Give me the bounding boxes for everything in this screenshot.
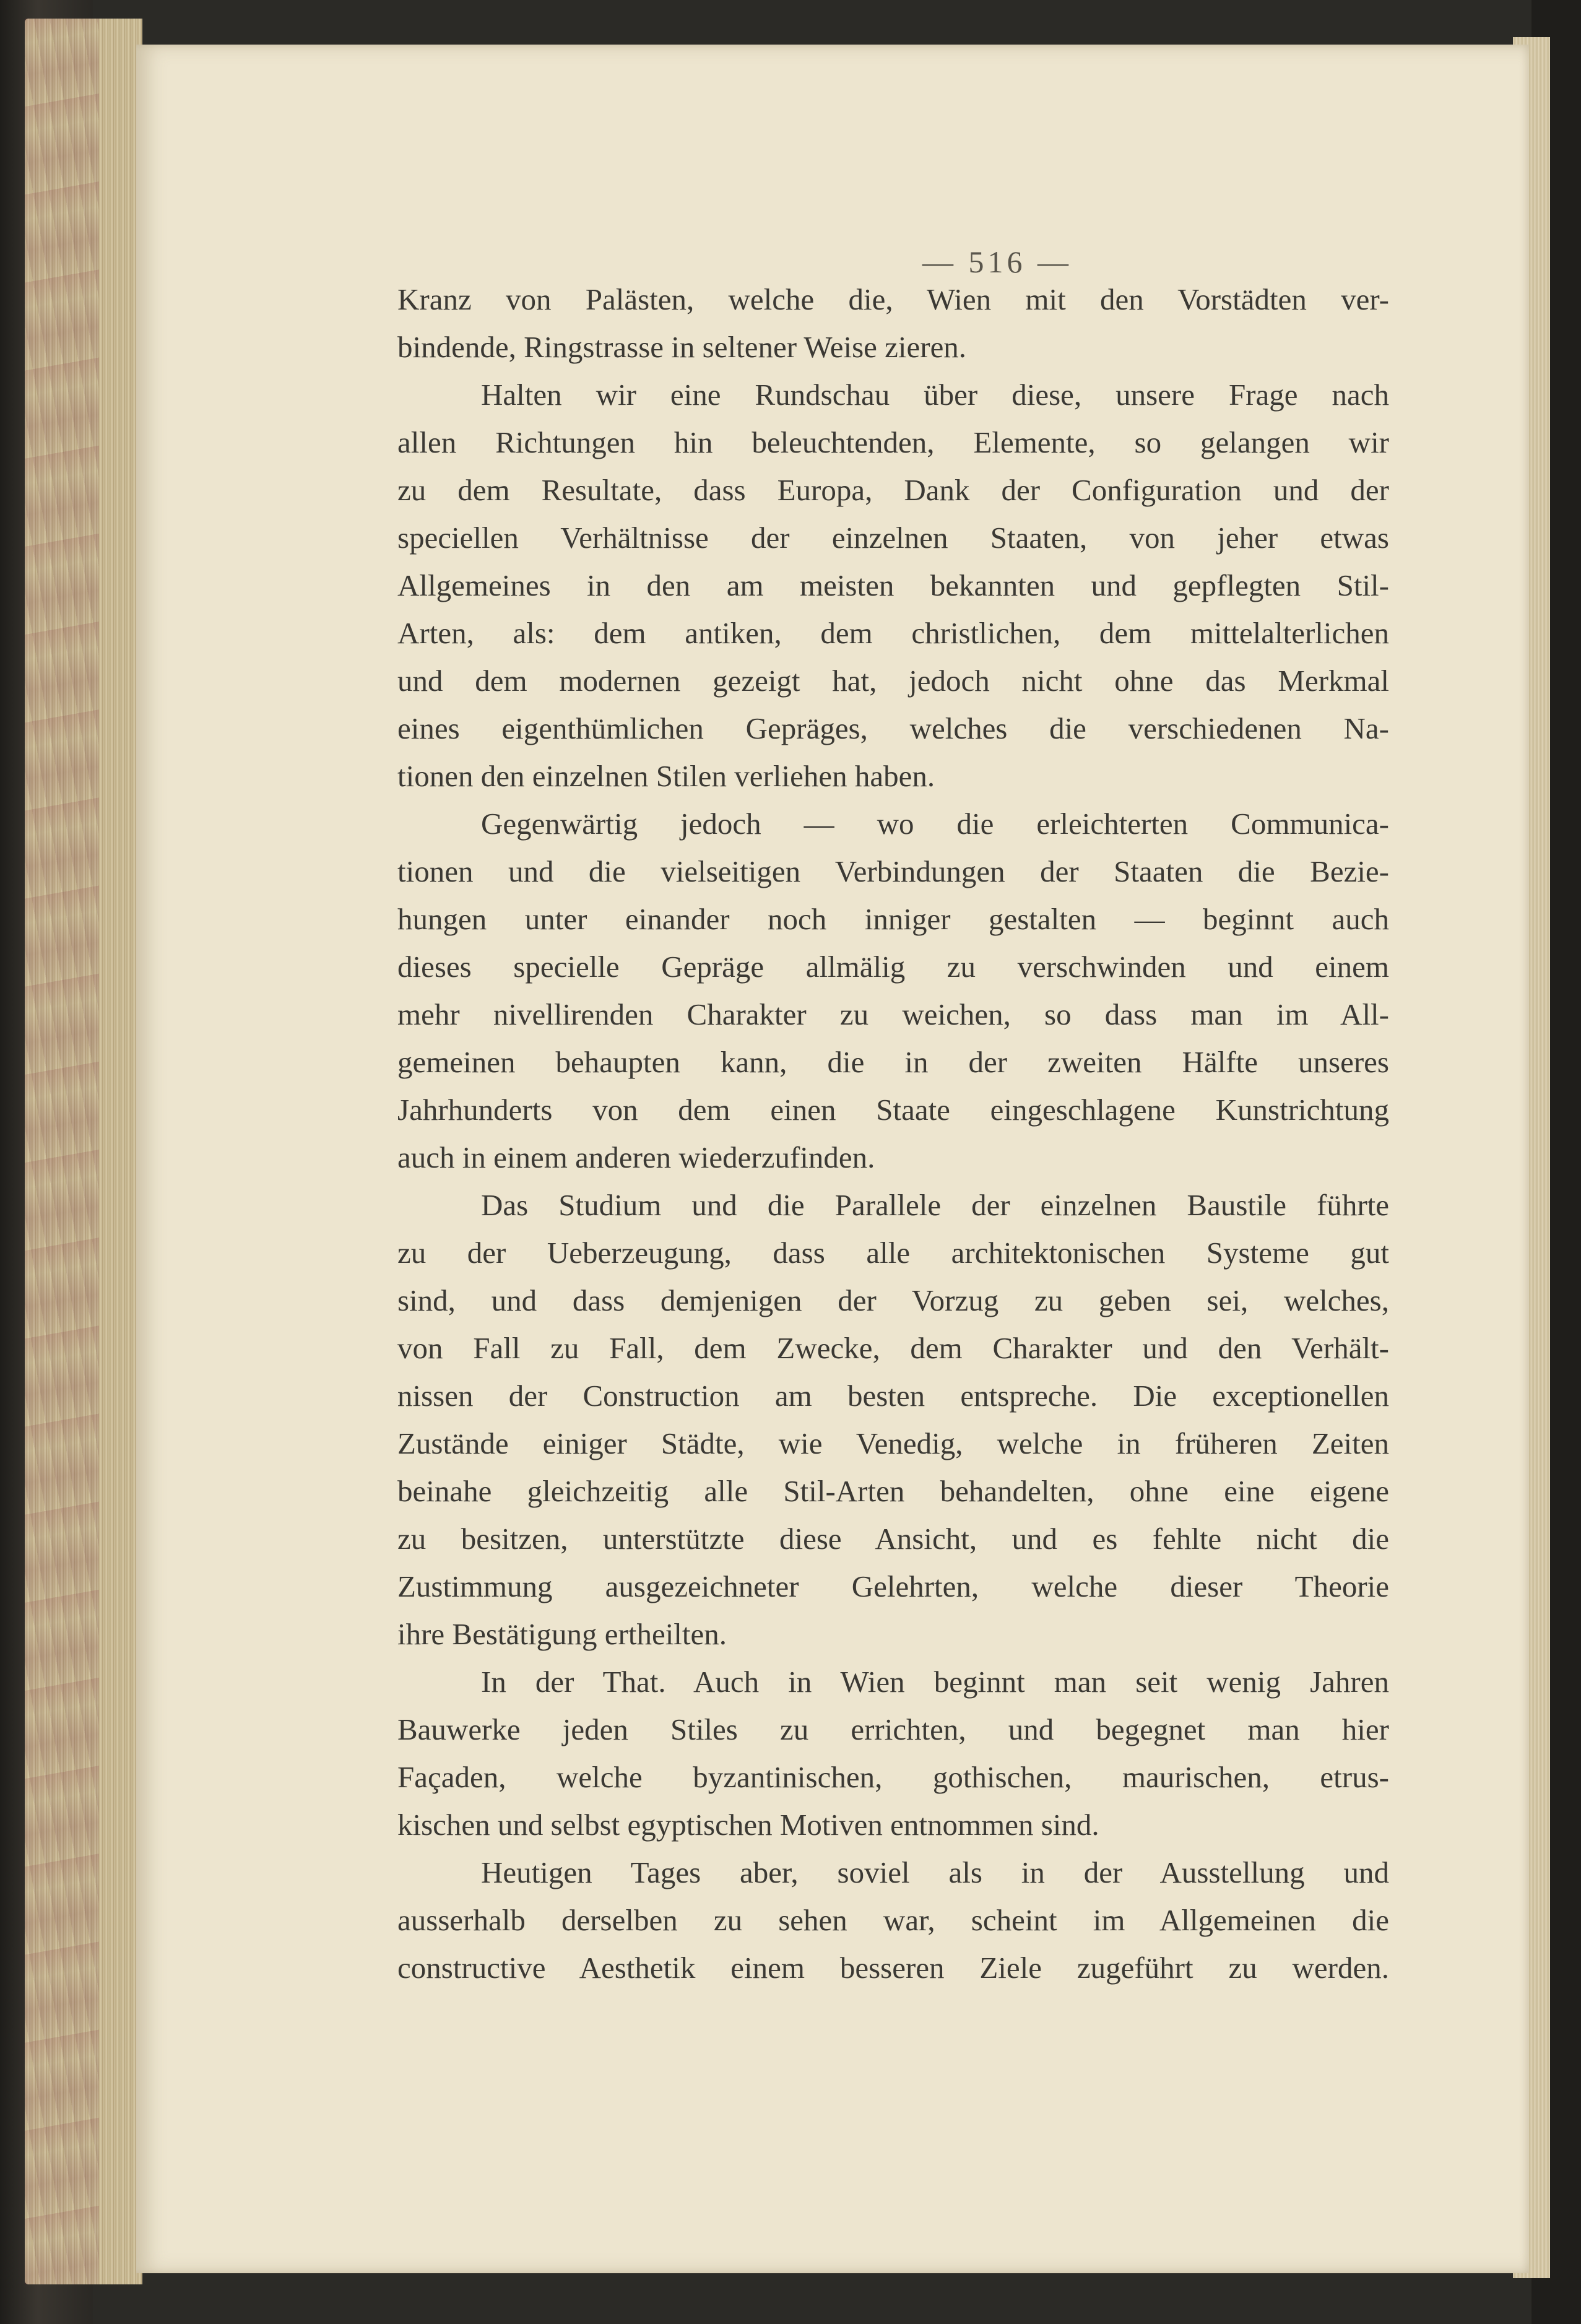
text-line: Kranz von Palästen, welche die, Wien mit den Vorstädten ver- [397, 282, 1389, 316]
text-line: speciellen Verhältnisse der einzelnen Staaten, von jeher etwas [397, 521, 1389, 555]
text-line: Zustände einiger Städte, wie Venedig, welche in früheren Zeiten [397, 1426, 1389, 1460]
text-line: gemeinen behaupten kann, die in der zweiten Hälfte unseres [397, 1045, 1389, 1079]
paragraph [397, 1181, 1389, 1658]
paragraph [397, 1658, 1389, 1849]
text-line: mehr nivellirenden Charakter zu weichen, so dass man im All- [397, 997, 1389, 1031]
text-line: allen Richtungen hin beleuchtenden, Elemente, so gelangen wir [397, 425, 1389, 459]
text-line: tionen den einzelnen Stilen verliehen haben. [397, 759, 935, 793]
text-line: ihre Bestätigung ertheilten. [397, 1617, 727, 1651]
paragraph [397, 275, 1389, 371]
text-line: kischen und selbst egyptischen Motiven entnommen sind. [397, 1808, 1099, 1842]
paragraph [397, 800, 1389, 1181]
text-line: ausserhalb derselben zu sehen war, scheint im Allgemeinen die [397, 1903, 1389, 1937]
paragraph [397, 1849, 1389, 1992]
text-line: Bauwerke jeden Stiles zu errichten, und begegnet man hier [397, 1712, 1389, 1746]
text-line: Allgemeines in den am meisten bekannten und gepflegten Stil- [397, 568, 1389, 602]
paragraph [397, 371, 1389, 800]
edge-marbling [25, 19, 99, 2284]
text-line: Halten wir eine Rundschau über diese, unsere Frage nach [481, 378, 1389, 412]
text-line: Heutigen Tages aber, soviel als in der Ausstellung und [481, 1855, 1389, 1889]
text-line: Das Studium und die Parallele der einzelnen Baustile führte [481, 1188, 1389, 1222]
body-text [397, 275, 1389, 1992]
text-line: auch in einem anderen wiederzufinden. [397, 1140, 875, 1174]
text-line: constructive Aesthetik einem besseren Ziele zugeführt zu werden. [397, 1951, 1389, 1985]
text-line: dieses specielle Gepräge allmälig zu verschwinden und einem [397, 950, 1389, 984]
text-line: sind, und dass demjenigen der Vorzug zu geben sei, welches, [397, 1283, 1389, 1317]
text-line: eines eigenthümlichen Gepräges, welches die verschiedenen Na- [397, 711, 1389, 745]
text-line: Arten, als: dem antiken, dem christlichen, dem mittelalterlichen [397, 616, 1389, 650]
page-number: — 516 — [922, 245, 1072, 279]
text-line: In der That. Auch in Wien beginnt man seit wenig Jahren [481, 1665, 1389, 1699]
text-line: beinahe gleichzeitig alle Stil-Arten behandelten, ohne eine eigene [397, 1474, 1389, 1508]
text-line: und dem modernen gezeigt hat, jedoch nicht ohne das Merkmal [397, 664, 1389, 698]
text-line: Zustimmung ausgezeichneter Gelehrten, welche dieser Theorie [397, 1569, 1389, 1603]
text-line: Jahrhunderts von dem einen Staate eingeschlagene Kunstrichtung [397, 1093, 1389, 1127]
text-line: von Fall zu Fall, dem Zwecke, dem Charakter und den Verhält- [397, 1331, 1389, 1365]
text-line: Façaden, welche byzantinischen, gothischen, maurischen, etrus- [397, 1760, 1389, 1794]
text-line: hungen unter einander noch inniger gestalten — beginnt auch [397, 902, 1389, 936]
text-line: Gegenwärtig jedoch — wo die erleichterten Communica- [481, 807, 1389, 841]
text-line: zu dem Resultate, dass Europa, Dank der Configuration und der [397, 473, 1389, 507]
text-line: zu der Ueberzeugung, dass alle architektonischen Systeme gut [397, 1236, 1389, 1270]
text-line: tionen und die vielseitigen Verbindungen der Staaten die Bezie- [397, 854, 1389, 888]
text-line: nissen der Construction am besten entspreche. Die exceptionellen [397, 1379, 1389, 1413]
text-line: bindende, Ringstrasse in seltener Weise zieren. [397, 330, 967, 364]
text-line: zu besitzen, unterstützte diese Ansicht, und es fehlte nicht die [397, 1522, 1389, 1556]
